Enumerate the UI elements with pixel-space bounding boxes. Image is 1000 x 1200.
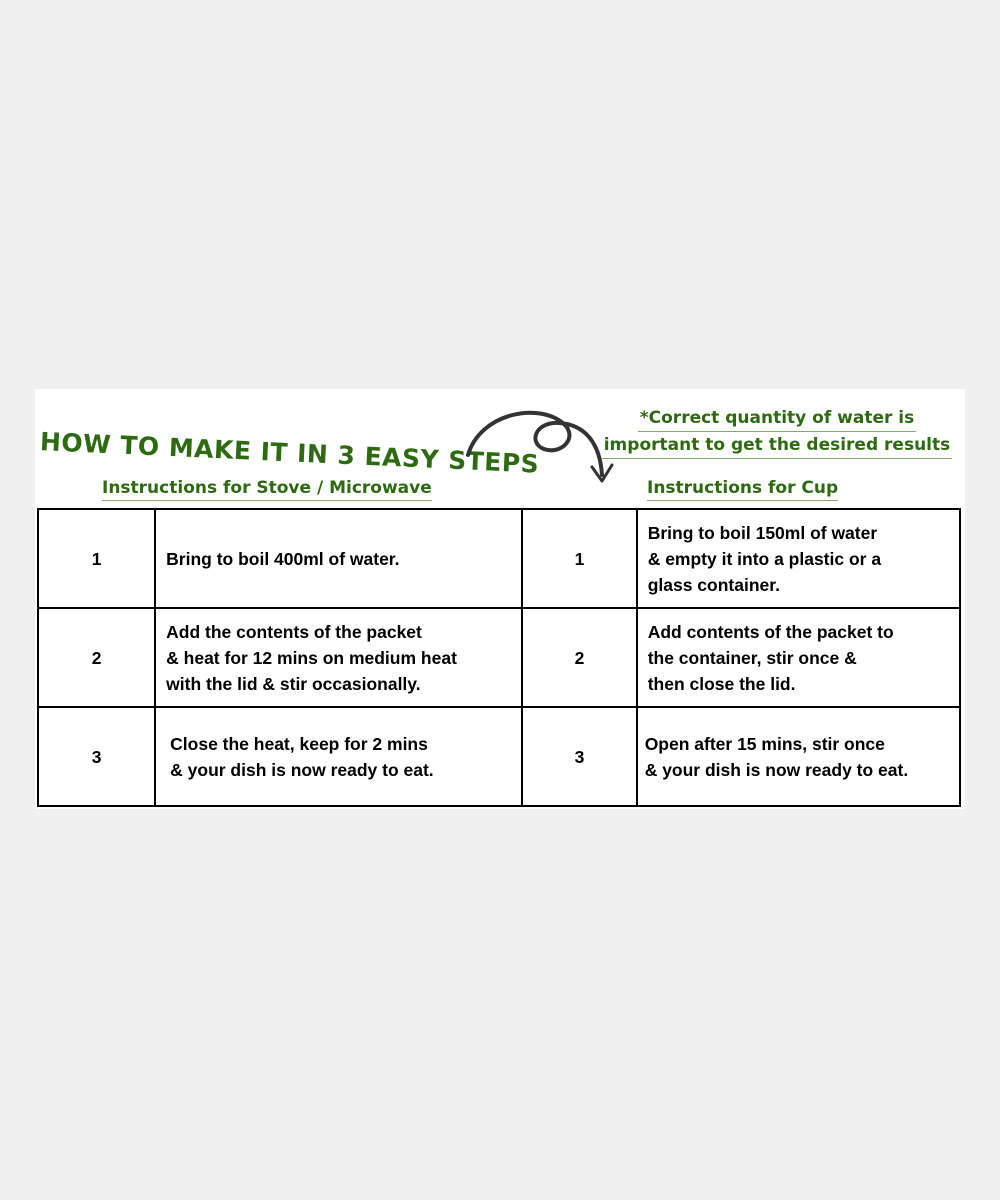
stove-step-text (155, 707, 522, 806)
step-line: Add contents of the packet to (647, 621, 894, 642)
step-line: the container, stir once & (647, 647, 857, 668)
stove-step-number: 1 (38, 509, 155, 608)
instructions-card (35, 389, 965, 809)
step-line: Bring to boil 400ml of water. (166, 548, 400, 569)
cup-step-number: 2 (522, 608, 636, 707)
table-row (38, 608, 960, 707)
stove-step-text (155, 608, 522, 707)
note-line-2: important to get the desired results (602, 434, 953, 459)
stove-instructions-heading: Instructions for Stove / Microwave (102, 477, 432, 501)
cup-step-text (637, 509, 960, 608)
step-line: Close the heat, keep for 2 mins (170, 733, 428, 754)
step-line: & your dish is now ready to eat. (170, 759, 434, 780)
cup-step-number: 1 (522, 509, 636, 608)
table-row (38, 707, 960, 806)
note-line-1: *Correct quantity of water is (638, 407, 916, 432)
water-quantity-note (601, 407, 953, 459)
step-line: & your dish is now ready to eat. (644, 759, 909, 780)
stove-step-number: 2 (38, 608, 155, 707)
cup-instructions-heading: Instructions for Cup (647, 477, 838, 501)
step-line: Open after 15 mins, stir once (644, 733, 885, 754)
step-line: Bring to boil 150ml of water (647, 522, 878, 543)
stove-step-number: 3 (38, 707, 155, 806)
cup-step-number: 3 (522, 707, 636, 806)
step-line: & empty it into a plastic or a (647, 548, 882, 569)
steps-table (37, 508, 961, 807)
stove-step-text (155, 509, 522, 608)
step-line: Add the contents of the packet (166, 621, 422, 642)
step-line: glass container. (647, 574, 780, 595)
step-line: with the lid & stir occasionally. (166, 673, 421, 694)
page-title: HOW TO MAKE IT IN 3 EASY STEPS (39, 427, 540, 479)
cup-step-text (637, 707, 960, 806)
cup-step-text (637, 608, 960, 707)
step-line: & heat for 12 mins on medium heat (166, 647, 457, 668)
table-row (38, 509, 960, 608)
step-line: then close the lid. (647, 673, 796, 694)
